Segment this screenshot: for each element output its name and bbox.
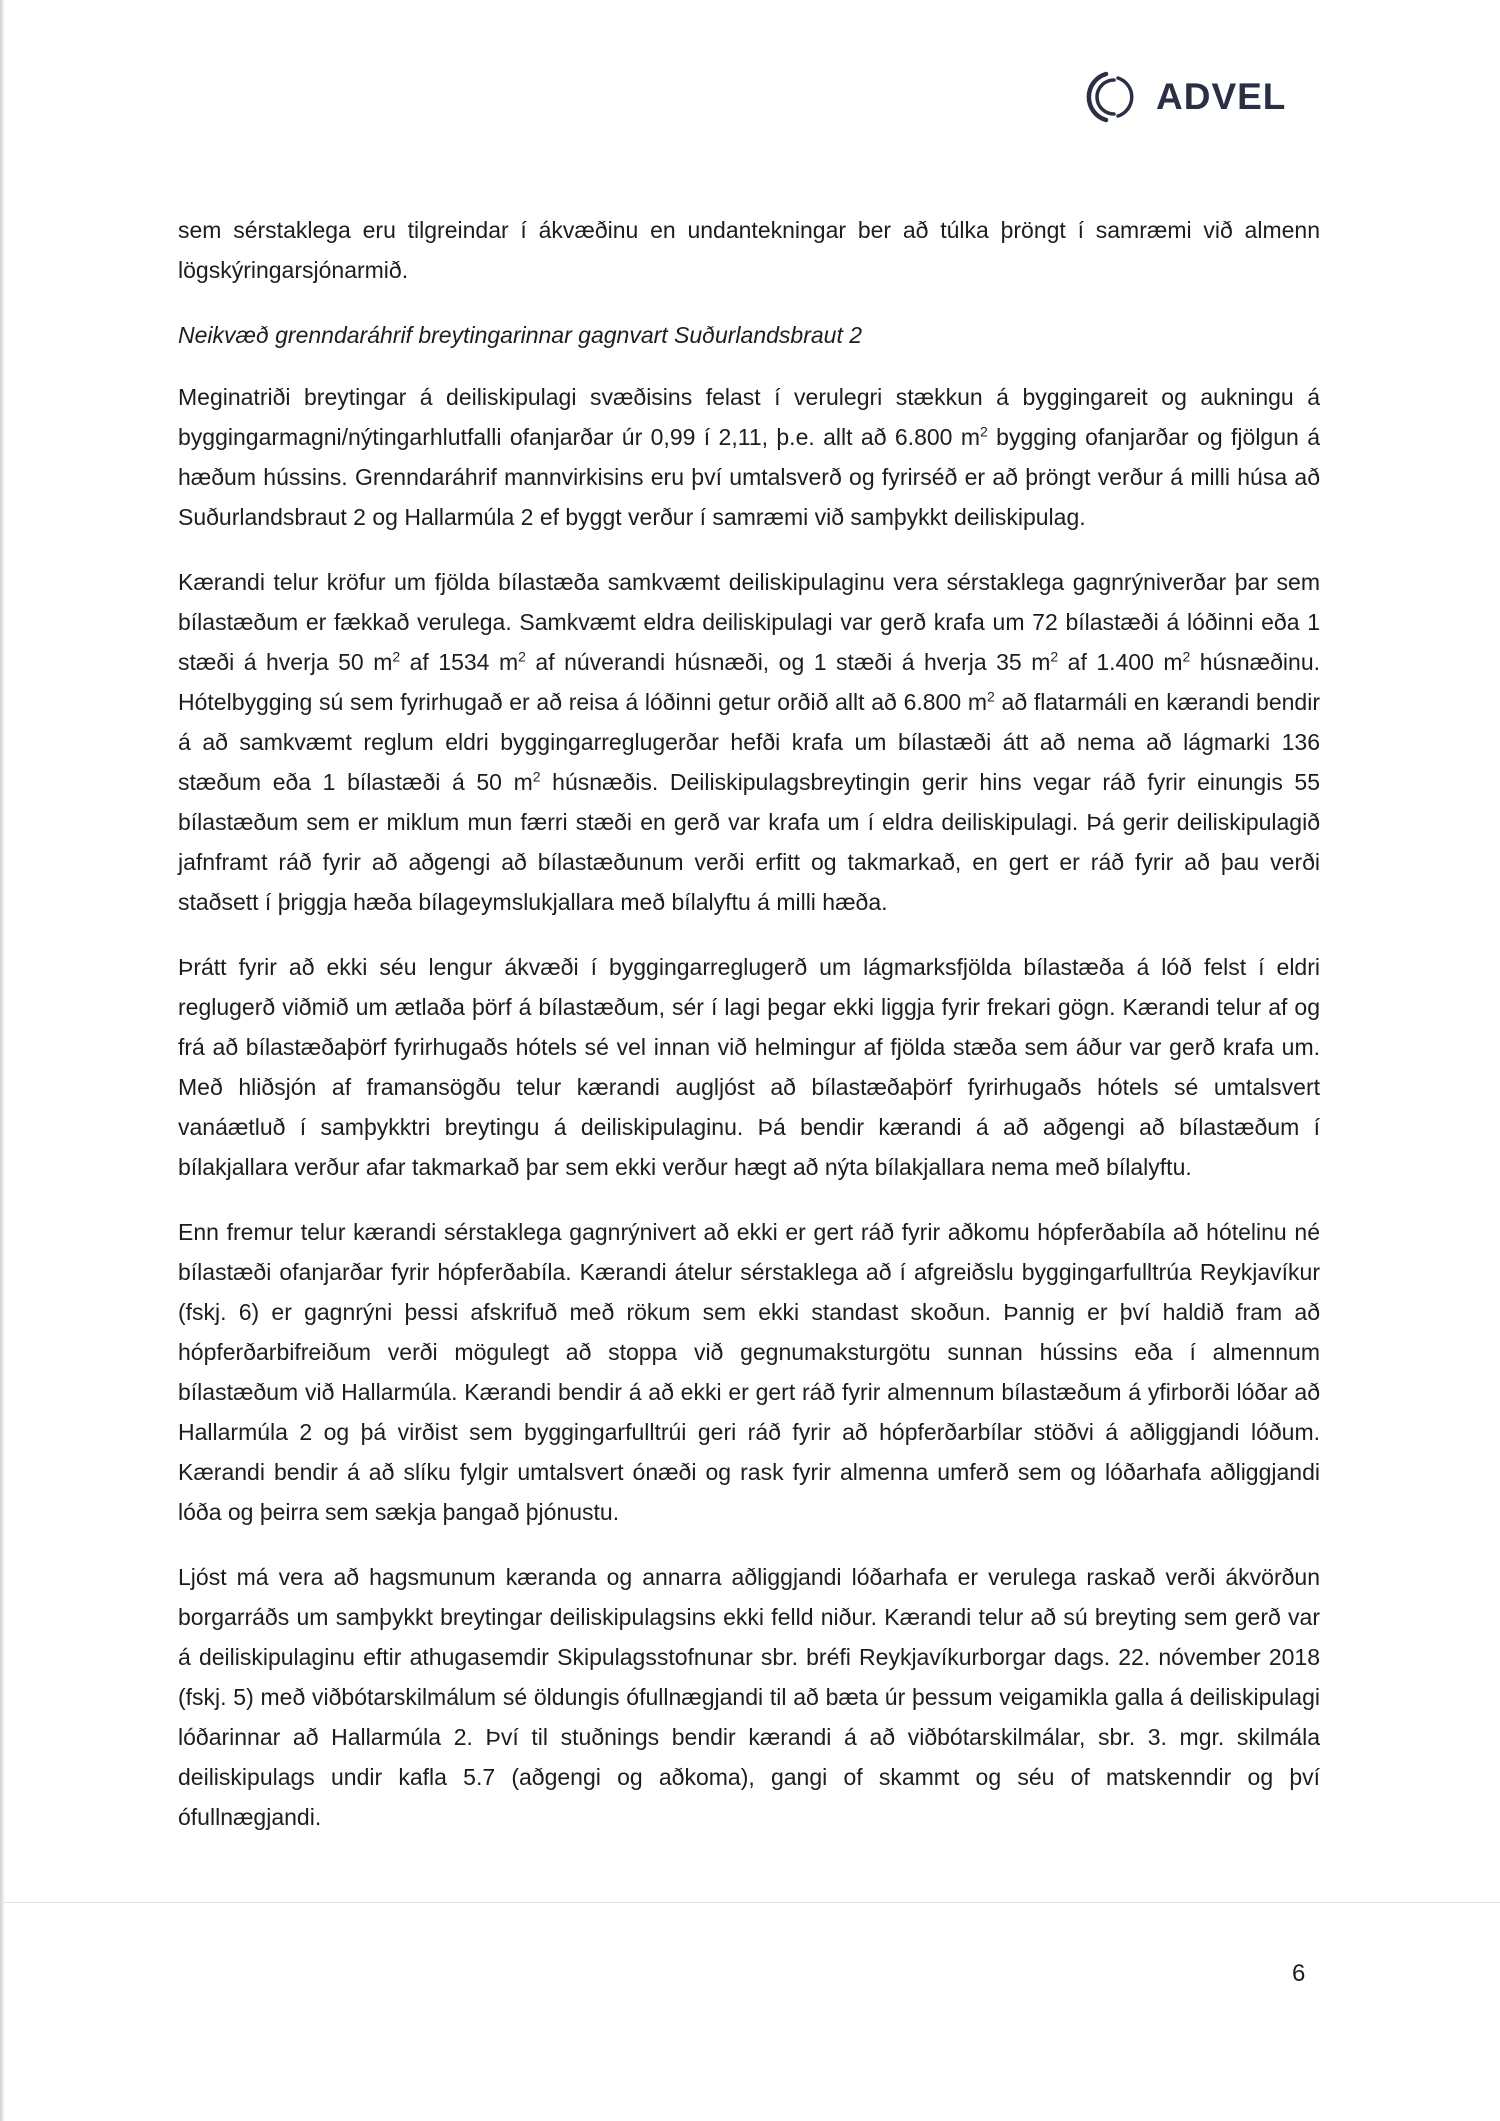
page-number: 6 [1292, 1960, 1306, 1987]
document-body [178, 210, 1320, 1862]
header-logo [1082, 66, 1286, 128]
logo-wordmark: ADVEL [1156, 76, 1287, 117]
superscript: 2 [532, 768, 541, 785]
superscript: 2 [1050, 648, 1059, 665]
paragraph-3-text-c: af núverandi húsnæði, og 1 stæði á hverja 35 m [525, 649, 1051, 675]
paragraph-2 [178, 377, 1320, 537]
superscript: 2 [987, 688, 995, 705]
paragraph-6 [178, 1557, 1320, 1837]
paragraph-3-text-g: húsnæðis. Deiliskipulagsbreytingin gerir hins vegar ráð fyrir einungis 55 bílastæðum sem er miklum mun færri stæði en gerð var krafa um í eldra deiliskipulagi. Þá gerir deiliskipulagið jafnframt ráð fyrir að aðgengi að bílastæðunum verði erfitt og takmarkað, en gert er ráð fyrir að þau verði staðsett í þriggja hæða bílageymslukjallara með bílalyftu á milli hæða. [178, 769, 1321, 915]
footer-divider [0, 1902, 1500, 1903]
paragraph-3-text-d: af 1.400 m [1058, 649, 1183, 675]
paragraph-1 [178, 210, 1320, 290]
paragraph-4-text: Þrátt fyrir að ekki séu lengur ákvæði í byggingarreglugerð um lágmarksfjölda bílastæða á lóð felst í eldri reglugerð viðmið um ætlaða þörf á bílastæðum, sér í lagi þegar ekki liggja fyrir frekari gögn. Kærandi telur af og frá að bílastæðaþörf fyrirhugaðs hótels sé vel innan við helmingur af fjölda stæða sem áður var gerð krafa um. Með hliðsjón af framansögðu telur kærandi augljóst að bílastæðaþörf fyrirhugaðs hótels sé umtalsvert vanáætluð í samþykktri breytingu á deiliskipulaginu. Þá bendir kærandi á að aðgengi að bílastæðum í bílakjallara verður afar takmarkað þar sem ekki verður hægt að nýta bílakjallara nema með bílalyftu. [178, 954, 1320, 1180]
subheading-text: Neikvæð grenndaráhrif breytingarinnar gagnvart Suðurlandsbraut 2 [178, 322, 863, 348]
paragraph-3-text-a: Kærandi telur kröfur um fjölda bílastæða samkvæmt deiliskipulaginu vera sérstaklega gagnrýniverðar þar sem bílastæðum er fækkað verulega. Samkvæmt eldra deiliskipulagi var gerð krafa um 72 bílastæði á lóðinni eða 1 stæði á hverja 50 m [178, 569, 1320, 675]
paragraph-3 [178, 562, 1320, 922]
paragraph-3-text-f: að flatarmáli en kærandi bendir á að samkvæmt reglum eldri byggingarreglugerðar hefði krafa um bílastæði átt að nema að lágmarki 136 stæðum eða 1 bílastæði á 50 m [178, 689, 1320, 795]
page-edge-shadow [0, 0, 5, 2121]
superscript: 2 [392, 648, 401, 665]
section-subheading [178, 315, 1320, 355]
paragraph-2-text-b: bygging ofanjarðar og fjölgun á hæðum hússins. Grenndaráhrif mannvirkisins eru því umtalsverð og fyrirséð er að þröngt verður á milli húsa að Suðurlandsbraut 2 og Hallarmúla 2 ef byggt verður í samræmi við samþykkt deiliskipulag. [178, 424, 1320, 530]
paragraph-5 [178, 1212, 1320, 1532]
superscript: 2 [1182, 648, 1191, 665]
paragraph-4 [178, 947, 1320, 1187]
paragraph-6-text: Ljóst má vera að hagsmunum kæranda og annarra aðliggjandi lóðarhafa er verulega raskað verði ákvörðun borgarráðs um samþykkt breytingar deiliskipulagsins ekki felld niður. Kærandi telur að sú breyting sem gerð var á deiliskipulaginu eftir athugasemdir Skipulagsstofnunar sbr. bréfi Reykjavíkurborgar dags. 22. nóvember 2018 (fskj. 5) með viðbótarskilmálum sé öldungis ófullnægjandi til að bæta úr þessum veigamikla galla á deiliskipulagi lóðarinnar að Hallarmúla 2. Því til stuðnings bendir kærandi á að viðbótarskilmálar, sbr. 3. mgr. skilmála deiliskipulags undir kafla 5.7 (aðgengi og aðkoma), gangi of skammt og séu of matskenndir og því ófullnægjandi. [178, 1564, 1320, 1830]
superscript: 2 [518, 648, 526, 665]
paragraph-2-text-a: Meginatriði breytingar á deiliskipulagi svæðisins felast í verulegri stækkun á byggingareit og aukningu á byggingarmagni/nýtingarhlutfalli ofanjarðar úr 0,99 í 2,11, þ.e. allt að 6.800 m [178, 384, 1320, 450]
paragraph-3-text-e: húsnæðinu. Hótelbygging sú sem fyrirhugað er að reisa á lóðinni getur orðið allt að 6.800 m [178, 649, 1321, 715]
superscript: 2 [979, 423, 988, 440]
paragraph-3-text-b: af 1534 m [400, 649, 519, 675]
advel-logo-icon [1082, 66, 1144, 128]
paragraph-1-text: sem sérstaklega eru tilgreindar í ákvæðinu en undantekningar ber að túlka þröngt í samræmi við almenn lögskýringarsjónarmið. [178, 217, 1320, 283]
paragraph-5-text: Enn fremur telur kærandi sérstaklega gagnrýnivert að ekki er gert ráð fyrir aðkomu hópferðabíla að hótelinu né bílastæði ofanjarðar fyrir hópferðabíla. Kærandi átelur sérstaklega að í afgreiðslu byggingarfulltrúa Reykjavíkur (fskj. 6) er gagnrýni þessi afskrifuð með rökum sem ekki standast skoðun. Þannig er því haldið fram að hópferðarbifreiðum verði mögulegt að stoppa við gegnumaksturgötu sunnan hússins eða í almennum bílastæðum við Hallarmúla. Kærandi bendir á að ekki er gert ráð fyrir almennum bílastæðum á yfirborði lóðar að Hallarmúla 2 og þá virðist sem byggingarfulltrúi geri ráð fyrir að hópferðarbílar stöðvi á aðliggjandi lóðum. Kærandi bendir á að slíku fylgir umtalsvert ónæði og rask fyrir almenna umferð sem og lóðarhafa aðliggjandi lóða og þeirra sem sækja þangað þjónustu. [178, 1219, 1320, 1525]
